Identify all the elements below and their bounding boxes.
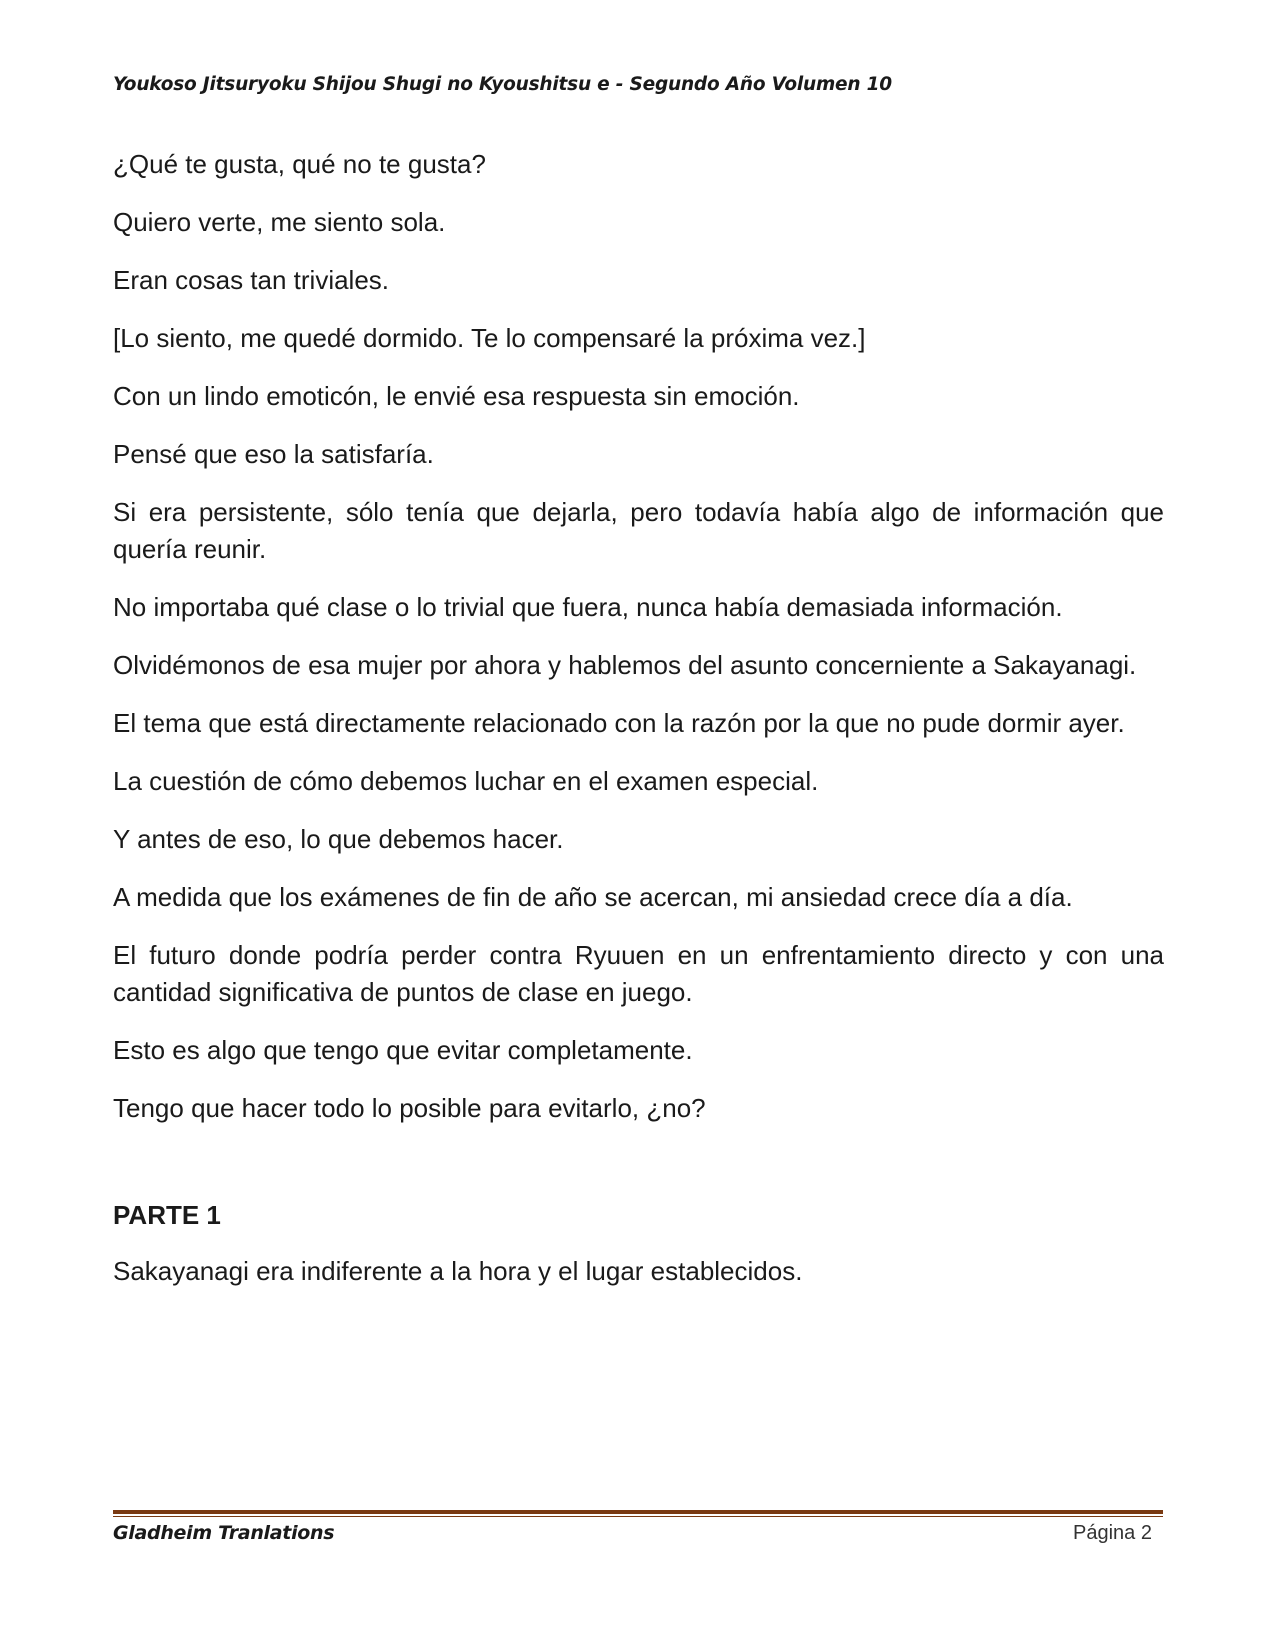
paragraph: Quiero verte, me siento sola.	[113, 207, 446, 237]
footer-divider-thick	[113, 1510, 1163, 1514]
paragraph: Y antes de eso, lo que debemos hacer.	[113, 824, 564, 854]
paragraph: El tema que está directamente relacionado con la razón por la que no pude dormir ayer.	[113, 708, 1125, 738]
section-heading: PARTE 1	[113, 1200, 221, 1230]
footer-publisher: Gladheim Tranlations	[113, 1522, 335, 1544]
paragraph: Pensé que eso la satisfaría.	[113, 439, 434, 469]
paragraph: Olvidémonos de esa mujer por ahora y hablemos del asunto concerniente a Sakayanagi.	[113, 650, 1137, 680]
paragraph: El futuro donde podría perder contra Ryuuen en un enfrentamiento directo y con una cantidad significativa de puntos de clase en juego.	[113, 940, 1164, 1007]
paragraph: Con un lindo emoticón, le envié esa respuesta sin emoción.	[113, 381, 800, 411]
paragraph: La cuestión de cómo debemos luchar en el examen especial.	[113, 766, 819, 796]
paragraph: Sakayanagi era indiferente a la hora y el lugar establecidos.	[113, 1256, 803, 1286]
paragraph: ¿Qué te gusta, qué no te gusta?	[113, 149, 486, 179]
paragraph: Si era persistente, sólo tenía que dejarla, pero todavía había algo de información que quería reunir.	[113, 497, 1164, 564]
footer-divider-thin	[113, 1516, 1163, 1517]
body-text	[113, 146, 1164, 1311]
paragraph: Tengo que hacer todo lo posible para evitarlo, ¿no?	[113, 1093, 706, 1123]
paragraph: [Lo siento, me quedé dormido. Te lo compensaré la próxima vez.]	[113, 323, 866, 353]
running-header: Youkoso Jitsuryoku Shijou Shugi no Kyoushitsu e - Segundo Año Volumen 10	[113, 74, 892, 95]
paragraph: No importaba qué clase o lo trivial que fuera, nunca había demasiada información.	[113, 592, 1063, 622]
paragraph: Eran cosas tan triviales.	[113, 265, 390, 295]
paragraph: A medida que los exámenes de fin de año se acercan, mi ansiedad crece día a día.	[113, 882, 1073, 912]
footer-page-number: Página 2	[1073, 1522, 1152, 1544]
section-spacer	[113, 1148, 1164, 1197]
paragraph: Esto es algo que tengo que evitar completamente.	[113, 1035, 693, 1065]
